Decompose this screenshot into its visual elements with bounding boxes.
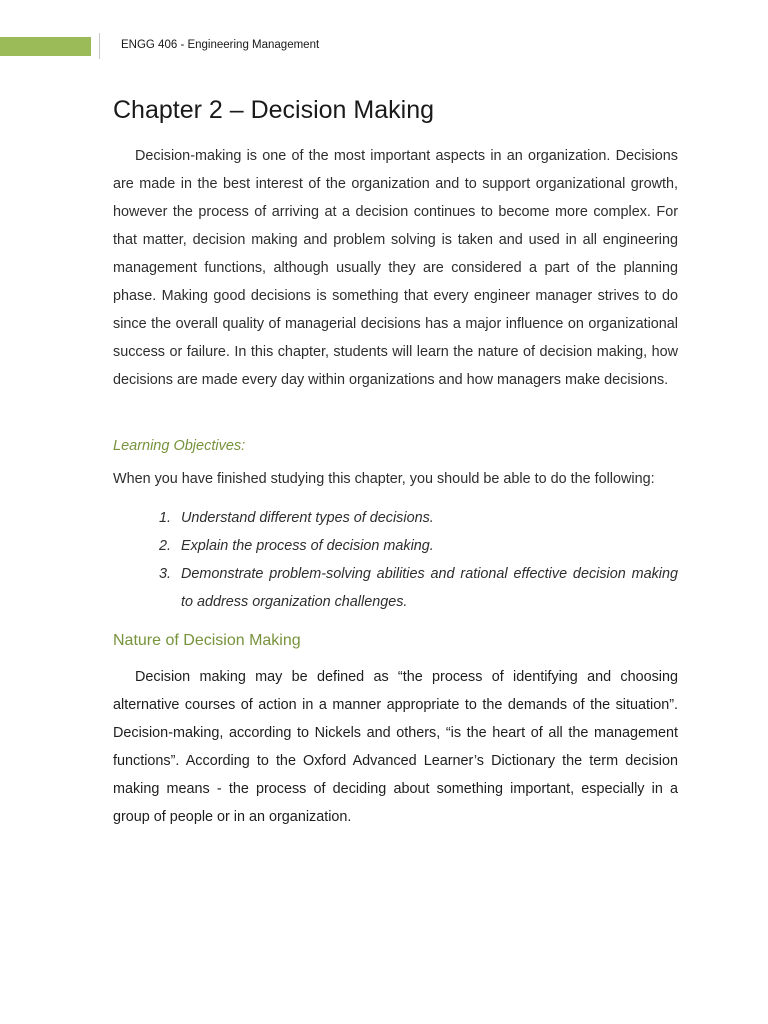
chapter-title: Chapter 2 – Decision Making: [113, 96, 434, 124]
nature-paragraph: [113, 663, 678, 831]
page-content: [113, 92, 678, 831]
objectives-list: [113, 504, 678, 616]
intro-paragraph: Decision-making is one of the most important aspects in an organization. Decisions are made in the best interest of the organization and to support organizational growth, however the process of arriving at a decision continues to become more complex. For that matter, decision making and problem solving is taken and used in all engineering management functions, although usually they are considered a part of the planning phase. Making good decisions is something that every engineer manager strives to do since the overall quality of managerial decisions has a major influence on organizational success or failure. In this chapter, students will learn the nature of decision making, how decisions are made every day within organizations and how managers make decisions.: [113, 148, 678, 388]
nature-section-heading: Nature of Decision Making: [113, 632, 301, 649]
course-header: ENGG 406 - Engineering Management: [121, 39, 320, 51]
header-accent-bar: [0, 37, 91, 56]
learning-objectives-heading: Learning Objectives:: [113, 438, 246, 454]
list-item: [113, 560, 678, 616]
list-item-number: 1.: [159, 510, 172, 526]
list-item-number: 3.: [159, 566, 172, 582]
objectives-lead-in: When you have finished studying this chapter, you should be able to do the following:: [113, 471, 655, 487]
nature-paragraph-text: Decision making may be defined as “the process of identifying and choosing alternative courses of action in a manner appropriate to the demands of the situation”. Decision-making, according to Nickels and others, “is the heart of all the management functions”. According to the Oxford Advanced Learner’s Dictionary the term decision making means - the process of deciding about something important, especially in a group of people or in an organization.: [113, 669, 678, 825]
list-item-text: Demonstrate problem-solving abilities and rational effective decision making to address organization challenges.: [181, 566, 678, 610]
list-item: [113, 532, 678, 560]
list-item-text: Understand different types of decisions.: [181, 510, 434, 526]
list-item-number: 2.: [159, 538, 172, 554]
list-item: [113, 504, 678, 532]
header-divider: [99, 33, 100, 59]
list-item-text: Explain the process of decision making.: [181, 538, 434, 554]
